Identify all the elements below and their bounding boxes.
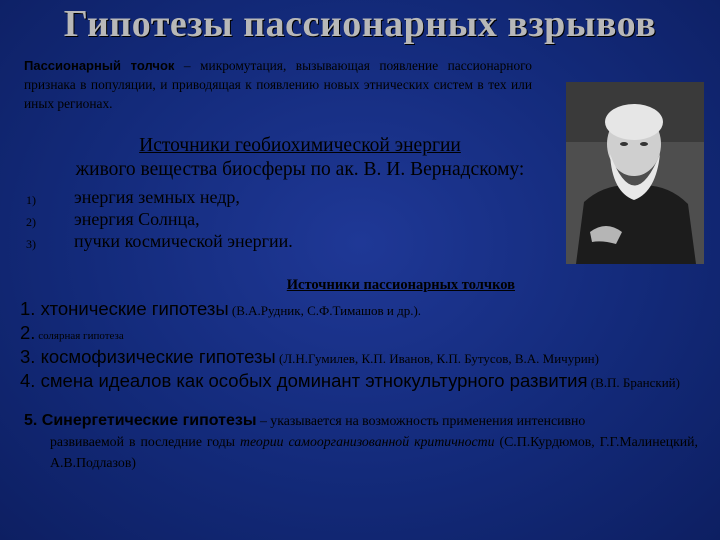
intro-definition: – микромутация, вызывающая появление пассионарного признака в популяции, и приводящая к появлению новых этнических систем в тех или иных регионах. (24, 58, 533, 111)
hypothesis-main: 1. хтонические гипотезы (20, 298, 229, 319)
hypothesis-3 (20, 346, 710, 368)
synergetic-italic: теории самоорганизованной критичности (240, 434, 495, 449)
list-number: 1) (26, 193, 36, 207)
intro-term: Пассионарный толчок (24, 58, 175, 73)
synergetic-continuation (24, 431, 698, 473)
passion-sources-title: Источники пассионарных толчков (286, 277, 515, 293)
synergetic-text2: развиваемой в последние годы (50, 434, 241, 449)
hypothesis-authors: (Л.Н.Гумилев, К.П. Иванов, К.П. Бутусов, В.А. Мичурин) (275, 351, 599, 366)
energy-title-line1: Источники геобиохимической энергии (139, 135, 461, 156)
synergetic-text3: (С.П.Курдюмов, Г.Г.Малинецкий, А.В.Подлазов) (50, 434, 699, 470)
hypothesis-authors: (В.П. Бранский) (587, 375, 680, 390)
intro-paragraph (24, 56, 532, 113)
hypothesis-authors: (В.А.Рудник, С.Ф.Тимашов и др.). (228, 303, 422, 318)
list-text: энергия Солнца, (74, 209, 200, 229)
hypothesis-main: 2. (20, 322, 36, 343)
list-number: 2) (26, 215, 36, 229)
list-number: 3) (26, 237, 36, 251)
portrait-photo (566, 82, 704, 264)
list-item (26, 208, 546, 230)
energy-list (26, 186, 546, 252)
portrait-image (566, 82, 704, 264)
list-item (26, 186, 546, 208)
hypothesis-main: 4. смена идеалов как особых доминант этнокультурного развития (20, 370, 588, 391)
hypothesis-4 (20, 370, 710, 392)
synergetic-hypothesis (24, 410, 698, 473)
slide-title: Гипотезы пассионарных взрывов (63, 3, 657, 45)
synergetic-lead: 5. Синергетические гипотезы (24, 412, 257, 429)
hypothesis-2 (20, 322, 710, 344)
energy-title-line2: живого вещества биосферы по ак. В. И. Вернадскому: (75, 159, 525, 180)
list-text: энергия земных недр, (74, 187, 240, 207)
list-item (26, 230, 546, 252)
synergetic-text1: – указывается на возможность применения интенсивно (256, 413, 586, 428)
hypothesis-main: 3. космофизические гипотезы (20, 346, 276, 367)
hypothesis-1 (20, 298, 710, 320)
hypothesis-authors: солярная гипотеза (35, 330, 124, 342)
energy-sources-title (30, 134, 570, 182)
list-text: пучки космической энергии. (74, 231, 293, 251)
